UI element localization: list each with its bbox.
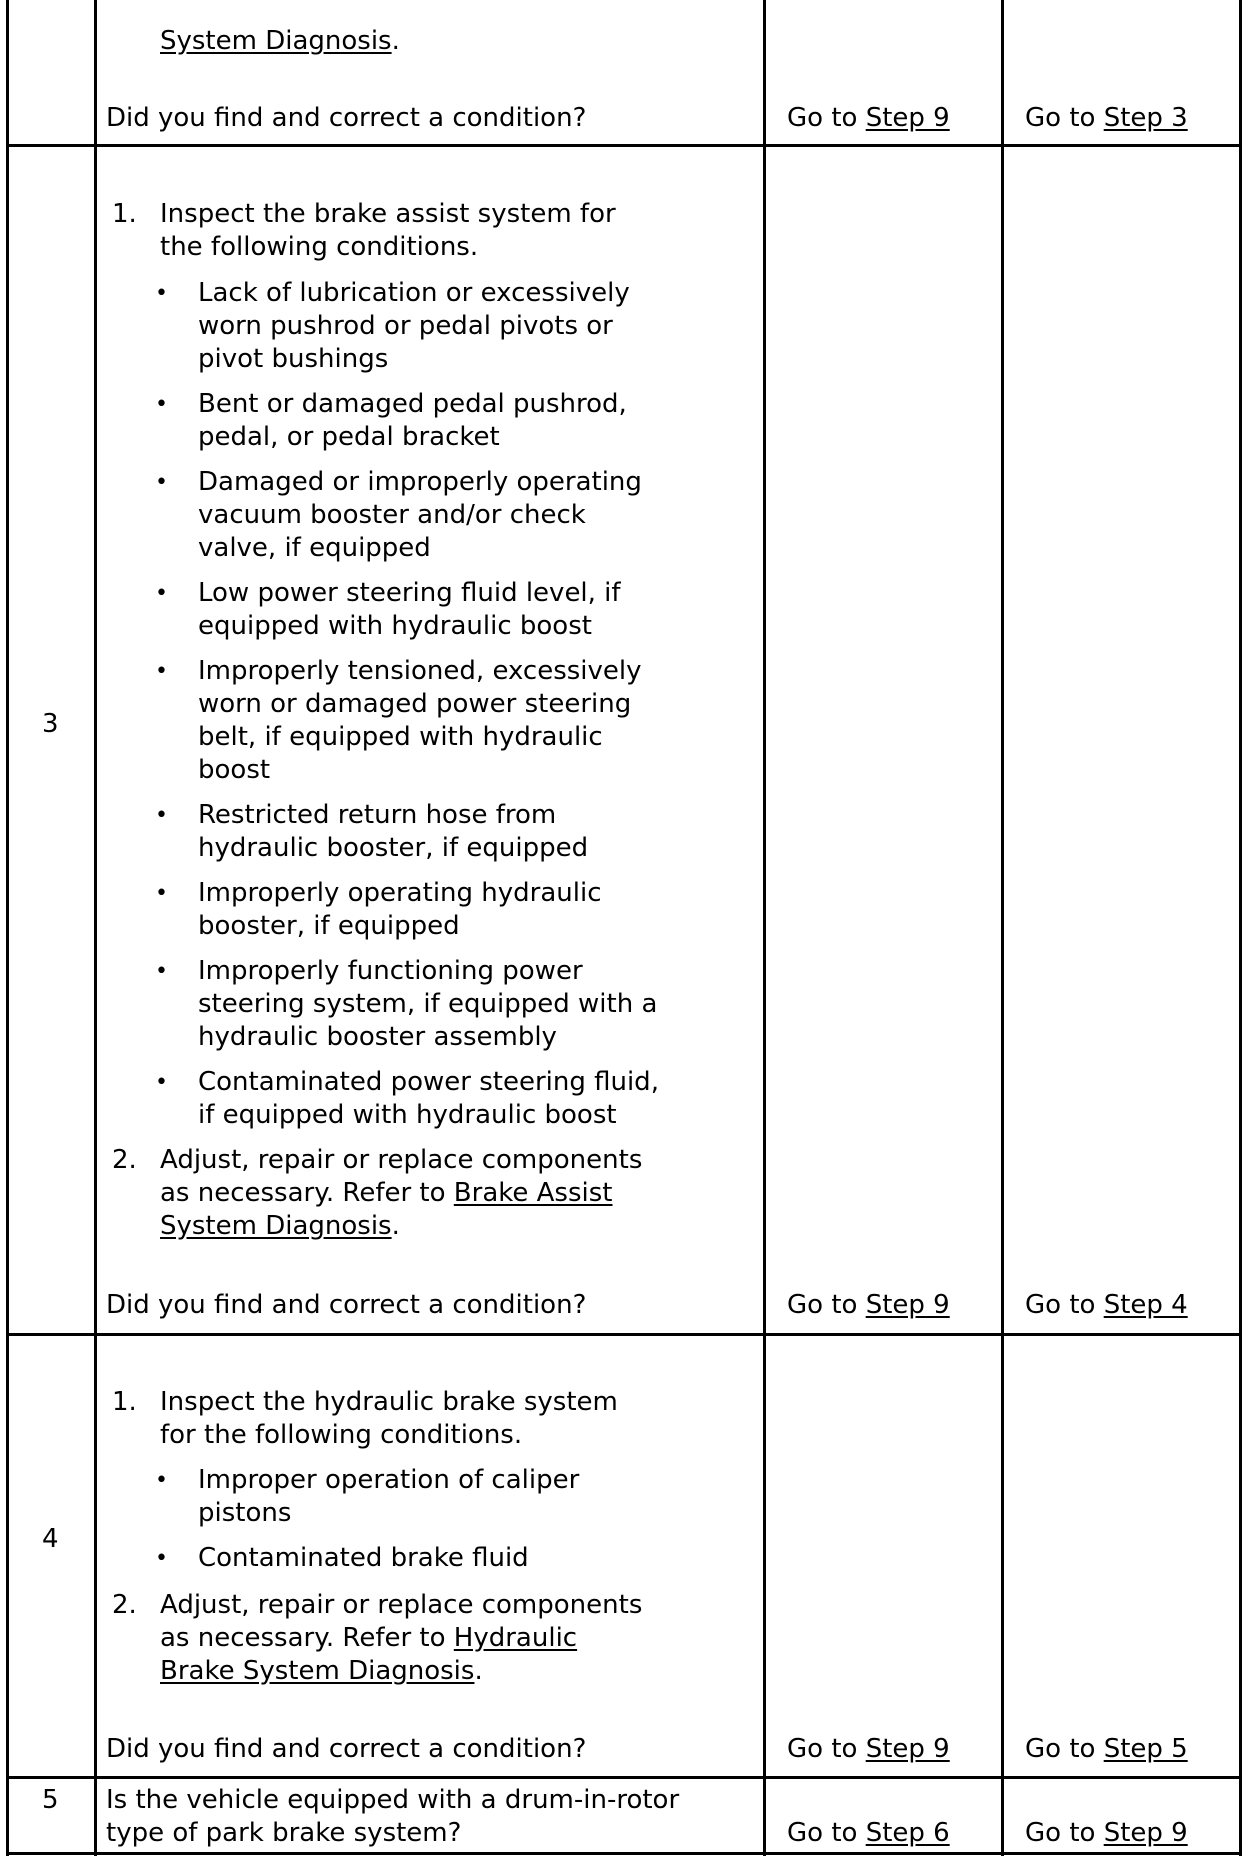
goto-label: Go to xyxy=(1025,1734,1096,1764)
bullet-line: pedal, or pedal bracket xyxy=(198,422,500,452)
bullet-line: Contaminated brake fluid xyxy=(198,1543,529,1573)
brake-assist-link-cont[interactable]: System Diagnosis xyxy=(160,1211,392,1241)
bullet-line: hydraulic booster assembly xyxy=(198,1022,557,1052)
period: . xyxy=(391,26,400,56)
bullet: • xyxy=(155,1546,168,1571)
question-line: Is the vehicle equipped with a drum-in-rotor xyxy=(106,1785,680,1815)
item2-line: Adjust, repair or replace components xyxy=(160,1145,643,1175)
no-action xyxy=(1025,1733,1188,1766)
no-step-link[interactable]: Step 9 xyxy=(1103,1818,1188,1848)
item1-line: Inspect the brake assist system for xyxy=(160,199,616,229)
yes-action xyxy=(787,1817,950,1850)
goto-label: Go to xyxy=(787,1818,858,1848)
column-divider xyxy=(1239,0,1242,1856)
question-line: type of park brake system? xyxy=(106,1818,462,1848)
bullet-line: Restricted return hose from xyxy=(198,800,557,830)
system-diagnosis-link[interactable]: System Diagnosis xyxy=(160,26,392,56)
period: . xyxy=(391,1211,400,1241)
bullet: • xyxy=(155,1070,168,1095)
bullet-line: booster, if equipped xyxy=(198,911,460,941)
bullet-line: Improperly tensioned, excessively xyxy=(198,656,642,686)
list-marker: 2. xyxy=(112,1145,137,1175)
no-step-link[interactable]: Step 4 xyxy=(1103,1290,1188,1320)
item1-line: for the following conditions. xyxy=(160,1420,523,1450)
brake-assist-link[interactable]: Brake Assist xyxy=(453,1178,613,1208)
bullet-line: Lack of lubrication or excessively xyxy=(198,278,630,308)
bullet-line: belt, if equipped with hydraulic xyxy=(198,722,603,752)
question: Did you find and correct a condition? xyxy=(106,1290,587,1320)
row-divider xyxy=(6,144,1242,147)
bullet: • xyxy=(155,881,168,906)
bullet-line: worn or damaged power steering xyxy=(198,689,632,719)
bullet-line: hydraulic booster, if equipped xyxy=(198,833,589,863)
step-number: 5 xyxy=(42,1785,59,1815)
top-fragment xyxy=(160,25,400,58)
yes-step-link[interactable]: Step 9 xyxy=(865,1290,950,1320)
bullet-line: steering system, if equipped with a xyxy=(198,989,658,1019)
column-divider xyxy=(1001,0,1004,1856)
item2-text: as necessary. Refer to xyxy=(160,1623,454,1653)
step-number: 4 xyxy=(42,1524,59,1554)
bullet-line: Improper operation of caliper xyxy=(198,1465,580,1495)
yes-step-link[interactable]: Step 6 xyxy=(865,1818,950,1848)
item1-line: Inspect the hydraulic brake system xyxy=(160,1387,618,1417)
bullet-line: equipped with hydraulic boost xyxy=(198,611,592,641)
item2-line xyxy=(160,1622,577,1655)
item2-line xyxy=(160,1655,483,1688)
yes-step-link[interactable]: Step 9 xyxy=(865,1734,950,1764)
bullet-line: pivot bushings xyxy=(198,344,389,374)
bullet-line: Contaminated power steering fluid, xyxy=(198,1067,659,1097)
goto-label: Go to xyxy=(787,1290,858,1320)
goto-label: Go to xyxy=(1025,103,1096,133)
list-marker: 1. xyxy=(112,1387,137,1417)
bullet: • xyxy=(155,659,168,684)
bullet-line: Low power steering fluid level, if xyxy=(198,578,621,608)
bullet-line: Improperly operating hydraulic xyxy=(198,878,602,908)
step-number: 3 xyxy=(42,709,59,739)
row-divider xyxy=(6,1333,1242,1336)
question: Did you find and correct a condition? xyxy=(106,1734,587,1764)
bullet-line: boost xyxy=(198,755,271,785)
bullet-line: pistons xyxy=(198,1498,292,1528)
list-marker: 1. xyxy=(112,199,137,229)
item1-line: the following conditions. xyxy=(160,232,479,262)
goto-label: Go to xyxy=(1025,1290,1096,1320)
no-action xyxy=(1025,1817,1188,1850)
list-marker: 2. xyxy=(112,1590,137,1620)
row-divider xyxy=(6,1776,1242,1779)
column-divider xyxy=(763,0,766,1856)
no-action xyxy=(1025,102,1188,135)
bullet-line: if equipped with hydraulic boost xyxy=(198,1100,617,1130)
bullet-line: worn pushrod or pedal pivots or xyxy=(198,311,613,341)
bullet-line: valve, if equipped xyxy=(198,533,431,563)
yes-action xyxy=(787,102,950,135)
item2-line xyxy=(160,1210,400,1243)
bullet: • xyxy=(155,281,168,306)
bullet: • xyxy=(155,470,168,495)
no-action xyxy=(1025,1289,1188,1322)
row-divider xyxy=(6,1852,1242,1855)
bullet: • xyxy=(155,1468,168,1493)
bullet: • xyxy=(155,392,168,417)
bullet-line: Bent or damaged pedal pushrod, xyxy=(198,389,627,419)
bullet: • xyxy=(155,803,168,828)
yes-action xyxy=(787,1733,950,1766)
bullet-line: vacuum booster and/or check xyxy=(198,500,586,530)
item2-text: as necessary. Refer to xyxy=(160,1178,454,1208)
yes-step-link[interactable]: Step 9 xyxy=(865,103,950,133)
hydraulic-brake-link-cont[interactable]: Brake System Diagnosis xyxy=(160,1656,475,1686)
no-step-link[interactable]: Step 3 xyxy=(1103,103,1188,133)
item2-line: Adjust, repair or replace components xyxy=(160,1590,643,1620)
no-step-link[interactable]: Step 5 xyxy=(1103,1734,1188,1764)
hydraulic-brake-link[interactable]: Hydraulic xyxy=(453,1623,578,1653)
goto-label: Go to xyxy=(787,103,858,133)
column-divider xyxy=(6,0,9,1856)
bullet-line: Improperly functioning power xyxy=(198,956,583,986)
bullet: • xyxy=(155,959,168,984)
period: . xyxy=(474,1656,483,1686)
item2-line xyxy=(160,1177,613,1210)
yes-action xyxy=(787,1289,950,1322)
bullet: • xyxy=(155,581,168,606)
column-divider xyxy=(94,0,97,1856)
goto-label: Go to xyxy=(1025,1818,1096,1848)
bullet-line: Damaged or improperly operating xyxy=(198,467,642,497)
goto-label: Go to xyxy=(787,1734,858,1764)
question: Did you find and correct a condition? xyxy=(106,103,587,133)
